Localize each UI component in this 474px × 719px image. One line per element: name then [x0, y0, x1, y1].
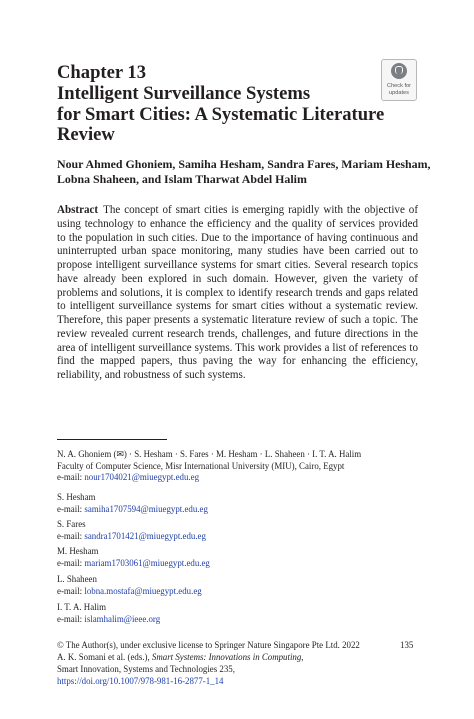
footnote-authors: N. A. Ghoniem (✉) · S. Hesham · S. Fares · M. Hesham · L. Shaheen · I. T. A. Halim	[57, 449, 362, 459]
abstract-label: Abstract	[57, 204, 99, 216]
footnote-primary	[57, 449, 437, 484]
footnote-contact	[57, 574, 437, 597]
contact-name: S. Hesham	[57, 492, 96, 502]
chapter-title-line-2: for Smart Cities: A Systematic Literature	[57, 103, 385, 125]
series-line: Smart Innovation, Systems and Technologies 235,	[57, 663, 235, 674]
email-link[interactable]: nour1704021@miuegypt.edu.eg	[84, 472, 200, 483]
chapter-title-line-3: Review	[57, 124, 115, 146]
email-prefix: e-mail:	[57, 530, 85, 541]
contact-name: L. Shaheen	[57, 574, 97, 584]
abstract	[57, 204, 418, 383]
doi-link[interactable]: https://doi.org/10.1007/978-981-16-2877-1_14	[57, 675, 224, 686]
email-prefix: e-mail:	[57, 503, 85, 514]
email-link[interactable]: mariam1703061@miuegypt.edu.eg	[84, 557, 210, 568]
check-for-updates-badge[interactable]	[381, 59, 417, 101]
email-prefix: e-mail:	[57, 585, 85, 596]
book-title: Smart Systems: Innovations in Computing	[151, 651, 302, 662]
abstract-text: The concept of smart cities is emerging rapidly with the objective of using technology to enhance the efficiency and the quality of services provided to the population in such cities. Due to the importance of having continuous and uninterrupted urban space monitoring, many studies have been carried out to propose intelligent surveillance systems for smart cities. Several research topics have already been explored in such domain. However, given the variety of problems and solutions, it is complex to identify research trends and gaps related to intelligent surveillance systems for smart cities without a systematic review. Therefore, this paper presents a systematic literature review of such a topic. The review revealed current research trends, challenges, and future directions in the area of intelligent surveillance systems. This work provides a list of references to find the mapped papers, thus paving the way for enhancing the efficiency, reliability, and robustness of such systems.	[57, 204, 418, 381]
author-line-1: Nour Ahmed Ghoniem, Samiha Hesham, Sandra Fares, Mariam Hesham,	[57, 157, 431, 171]
publication-footer: © The Author(s), under exclusive license to Springer Nature Singapore Pte Ltd. 2022 A. K. Somani et al. (eds.), Smart Systems: Innovations in Computing, Smart Innovation, Systems and Technologies 235, https://doi.org/10.1007/978-981-16-2877-1_14	[57, 640, 422, 688]
email-link[interactable]: lobna.mostafa@miuegypt.edu.eg	[84, 585, 202, 596]
check-for-updates-icon	[391, 63, 407, 79]
footnote-affiliation: Faculty of Computer Science, Misr International University (MIU), Cairo, Egypt	[57, 460, 345, 471]
email-link[interactable]: islamhalim@ieee.org	[84, 613, 161, 624]
email-link[interactable]: samiha1707594@miuegypt.edu.eg	[84, 503, 208, 514]
badge-label-line-1: Check for	[387, 83, 411, 89]
footnote-contact	[57, 546, 437, 569]
email-prefix: e-mail:	[57, 613, 85, 624]
footnote-contact	[57, 602, 437, 625]
footnote-contact	[57, 519, 437, 542]
footnote-contact	[57, 492, 437, 515]
contact-name: I. T. A. Halim	[57, 602, 106, 612]
copyright-line: © The Author(s), under exclusive license to Springer Nature Singapore Pte Ltd. 2022	[57, 640, 360, 650]
badge-label-line-2: updates	[389, 90, 409, 96]
chapter-heading	[57, 62, 385, 146]
email-prefix: e-mail:	[57, 472, 85, 483]
contact-name: S. Fares	[57, 519, 86, 529]
page-number: 135	[400, 640, 414, 650]
email-link[interactable]: sandra1701421@miuegypt.edu.eg	[84, 530, 206, 541]
email-prefix: e-mail:	[57, 557, 85, 568]
contact-name: M. Hesham	[57, 546, 99, 556]
author-line-2: Lobna Shaheen, and Islam Tharwat Abdel Halim	[57, 172, 307, 187]
chapter-title-line-1: Intelligent Surveillance Systems	[57, 82, 311, 104]
author-list	[57, 157, 431, 188]
editors-line: A. K. Somani et al. (eds.),	[57, 651, 152, 662]
footnote-divider	[57, 439, 167, 440]
chapter-label: Chapter 13	[57, 62, 147, 83]
